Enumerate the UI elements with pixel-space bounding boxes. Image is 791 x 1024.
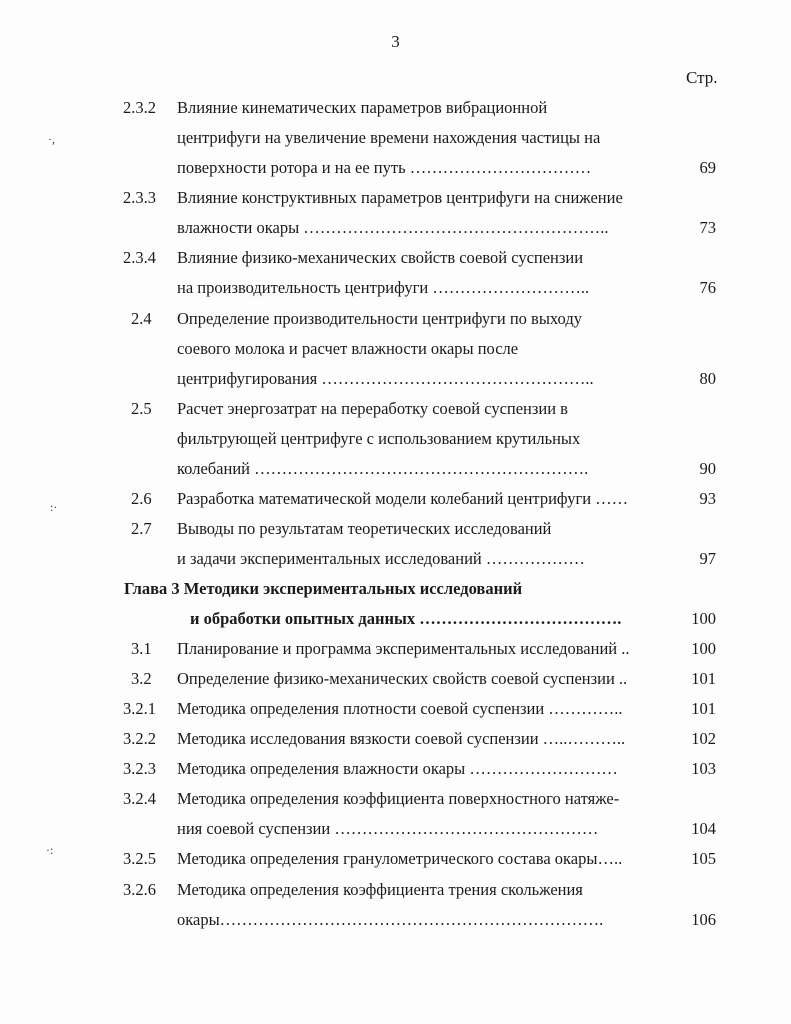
toc-entry-page: 97: [699, 549, 716, 568]
toc-entry-number: 2.3.3: [123, 188, 156, 207]
toc-entry-number: 3.2.1: [123, 699, 156, 718]
toc-entry-line: фильтрующей центрифуге с использованием крутильных: [177, 429, 581, 448]
toc-entry-line: Методика определения коэффициента трения скольжения: [177, 880, 583, 899]
toc-entry-line: влажности окары ………………………………………………..: [177, 218, 609, 237]
toc-entry-number: 2.3.4: [123, 248, 156, 267]
toc-entry-line: центрифуги на увеличение времени нахождения частицы на: [177, 128, 601, 147]
chapter-heading: Глава 3 Методики экспериментальных исследований: [124, 579, 523, 598]
toc-entry-line: Методика определения плотности соевой суспензии …………..: [177, 699, 623, 718]
chapter-heading-line: и обработки опытных данных ……………………………….: [190, 609, 622, 628]
toc-entry-page: 100: [691, 609, 716, 628]
toc-entry-number: 3.2.5: [123, 849, 156, 868]
toc-entry-page: 105: [691, 849, 716, 868]
toc-entry-number: 2.3.2: [123, 98, 156, 117]
scan-speck-icon: ·:: [46, 843, 54, 857]
toc-entry-line: центрифугирования …………………………………………..: [177, 369, 594, 388]
toc-entry-page: 90: [699, 459, 716, 478]
toc-entry-line: Влияние кинематических параметров вибрационной: [177, 98, 548, 117]
toc-entry-page: 106: [691, 910, 716, 929]
toc-entry-number: 3.2.6: [123, 880, 156, 899]
toc-entry-line: Определение производительности центрифуги по выходу: [177, 309, 582, 328]
toc-entry-number: 3.2.3: [123, 759, 156, 778]
toc-entry-page: 103: [691, 759, 716, 778]
toc-entry-number: 3.2: [131, 669, 152, 688]
toc-entry-page: 76: [699, 278, 716, 297]
toc-entry-line: Определение физико-механических свойств соевой суспензии ..: [177, 669, 628, 688]
scan-speck-icon: :·: [50, 500, 58, 514]
toc-entry-line: ния соевой суспензии …………………………………………: [177, 819, 599, 838]
toc-entry-number: 2.6: [131, 489, 152, 508]
toc-entry-line: соевого молока и расчет влажности окары после: [177, 339, 519, 358]
toc-entry-line: Методика определения коэффициента поверхностного натяже-: [177, 789, 620, 808]
toc-entry-line: поверхности ротора и на ее путь ……………………………: [177, 158, 592, 177]
page-column-header: Стр.: [686, 68, 718, 87]
toc-entry-line: Разработка математической модели колебаний центрифуги ……: [177, 489, 629, 508]
toc-entry-line: окары…………………………………………………………….: [177, 910, 604, 929]
toc-entry-page: 101: [691, 669, 716, 688]
toc-entry-number: 2.4: [131, 309, 152, 328]
toc-entry-page: 69: [699, 158, 716, 177]
toc-entry-page: 80: [699, 369, 716, 388]
toc-entry-line: Методика определения гранулометрического состава окары…..: [177, 849, 623, 868]
toc-entry-number: 3.1: [131, 639, 152, 658]
toc-entry-page: 104: [691, 819, 716, 838]
toc-entry-line: и задачи экспериментальных исследований ………………: [177, 549, 585, 568]
toc-entry-page: 102: [691, 729, 716, 748]
toc-entry-page: 73: [699, 218, 716, 237]
toc-entry-line: колебаний …………………………………………………….: [177, 459, 589, 478]
toc-entry-number: 2.5: [131, 399, 152, 418]
toc-entry-line: Методика исследования вязкости соевой суспензии …..………..: [177, 729, 626, 748]
toc-entry-line: на производительность центрифуги ………………………..: [177, 278, 590, 297]
toc-entry-line: Планирование и программа экспериментальных исследований ..: [177, 639, 630, 658]
toc-entry-page: 93: [699, 489, 716, 508]
toc-entry-number: 3.2.2: [123, 729, 156, 748]
toc-entry-line: Выводы по результатам теоретических исследований: [177, 519, 552, 538]
scan-speck-icon: ·,: [48, 132, 55, 146]
toc-entry-page: 100: [691, 639, 716, 658]
toc-entry-line: Расчет энергозатрат на переработку соевой суспензии в: [177, 399, 568, 418]
toc-entry-number: 3.2.4: [123, 789, 156, 808]
toc-entry-line: Влияние конструктивных параметров центрифуги на снижение: [177, 188, 623, 207]
toc-entry-number: 2.7: [131, 519, 152, 538]
toc-entry-line: Влияние физико-механических свойств соевой суспензии: [177, 248, 584, 267]
toc-entry-page: 101: [691, 699, 716, 718]
page-number: 3: [391, 32, 400, 51]
toc-entry-line: Методика определения влажности окары ………………………: [177, 759, 618, 778]
